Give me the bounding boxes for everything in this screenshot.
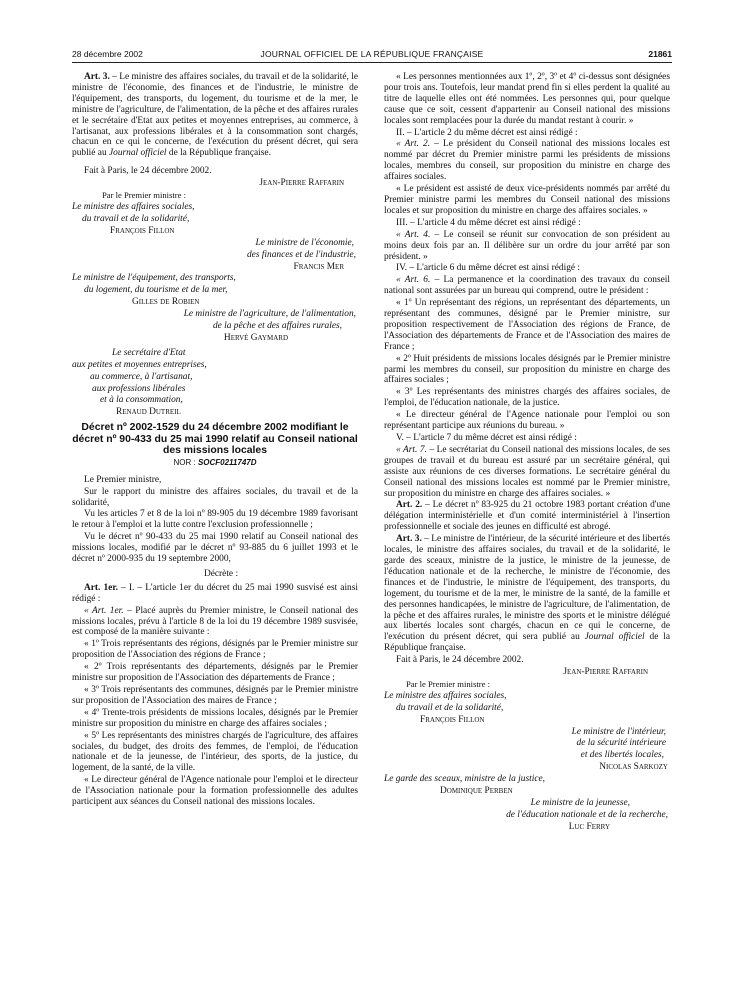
right-sig1-title1: Le ministre des affaires sociales, <box>384 690 507 701</box>
left-sig4-name: Hervé Gaymard <box>223 332 288 343</box>
visa-2: Sur le rapport du ministre des affaires sociales, du travail et de la solidarité, <box>72 486 358 508</box>
left-sig5-title3: au commerce, à l'artisanat, <box>90 371 193 382</box>
right-art2-quote-label: « Art. 2. <box>396 139 431 150</box>
right-art4-quote-text: – Le conseil se réunit sur convocation de son président au moins deux fois par an. Il délibère sur un ordre du jour arrêté par son président. » <box>384 229 670 262</box>
left-sig4-title1: Le ministre de l'agriculture, de l'alimentation, <box>183 309 356 320</box>
left-art3-label: Art. 3. <box>84 72 110 82</box>
right-para-9: « 1º Un représentant des régions, un représentant des départements, un représentant des communes, désigné par le Premier ministre, sur proposition respectivement de l'Association des régions de France, de l'Association des départements de France et de l'Association des maires de France ; <box>384 298 670 352</box>
header-date: 28 décembre 2002 <box>72 49 143 59</box>
decrete: Décrète : <box>203 568 239 579</box>
left-art3-text: – Le ministre des affaires sociales, du travail et de la solidarité, le ministre de l'économie, des finances et de l'industrie, le ministre de l'équipement, des transports, du logement, du tourisme et de la mer, le ministre de l'agriculture, de l'alimentation, de la pêche et des affaires rurales et le secrétaire d'Etat aux petites et moyennes entreprises, au commerce, à l'artisanat, aux professions libérales et à la consommation sont chargés, chacun en ce qui le concerne, de l'exécution du présent décret, qui sera publié au <box>72 72 358 159</box>
right-sig4-title1: Le ministre de la jeunesse, <box>530 798 630 808</box>
right-sig3-name: Dominique Perben <box>440 786 513 797</box>
visa-4: Vu le décret nº 90-433 du 25 mai 1990 relatif au Conseil national des missions locales, modifié par le décret nº 93-885 du 6 juillet 1993 et le décret nº 2000-935 du 19 septembre 2000, <box>72 532 358 565</box>
left-sig3-title1: Le ministre de l'équipement, des transports, <box>72 273 236 284</box>
header-journal-title: JOURNAL OFFICIEL DE LA RÉPUBLIQUE FRANÇAISE <box>260 49 484 59</box>
header-rule <box>72 62 672 63</box>
page-header <box>72 49 672 63</box>
quote-item-4: « 4º Trente-trois présidents de missions locales, désignés par le Premier ministre sur proposition du ministre en charge des affaires sociales ; <box>72 707 358 729</box>
right-art6-quote <box>384 275 670 297</box>
right-para-5: III. – L'article 4 du même décret est ainsi rédigé : <box>396 217 581 228</box>
header-page-number: 21861 <box>648 49 672 59</box>
decree-title: Décret nº 2002-1529 du 24 décembre 2002 modifiant le décret nº 90-433 du 25 mai 1990 relatif au Conseil national des missions locales <box>72 422 358 457</box>
right-art6-quote-label: « Art. 6. <box>396 275 431 286</box>
right-para-1: « Les personnes mentionnées aux 1º, 2º, 3º et 4º ci-dessus sont désignées pour trois ans. Toutefois, leur mandat prend fin si elles perdent la qualité au titre de laquelle elles ont été nommées. Les personnes qui, pour quelque cause que ce soit, cessent d'appartenir au Conseil national des missions locales sont remplacées pour la durée du mandat restant à courir. » <box>384 72 670 126</box>
left-art3-end: de la République française. <box>166 148 271 159</box>
right-sig3-title: Le garde des sceaux, ministre de la justice, <box>384 774 545 785</box>
nor-code: SOCF0211747D <box>197 457 257 467</box>
quote-art1-label: « Art. 1er. <box>84 605 124 616</box>
quote-art1-text: – Placé auprès du Premier ministre, le Conseil national des missions locales, prévu à l'article 8 de la loi du 19 décembre 1989 susvisée, est composé de la manière suivante : <box>72 605 358 638</box>
quote-art1 <box>72 606 358 639</box>
right-art7-quote-label: « Art. 7. <box>396 444 427 455</box>
left-column <box>72 72 358 809</box>
right-art2-quote-text: – Le président du Conseil national des missions locales est nommé par décret du Premier ministre parmi les présidents de missions locales, membres du conseil, sur proposition du ministre en charge des affaires sociales. <box>384 139 671 183</box>
left-sig1-title2: du travail et de la solidarité, <box>82 213 190 224</box>
visa-3: Vu les articles 7 et 8 de la loi nº 89-905 du 19 décembre 1989 favorisant le retour à l'emploi et la lutte contre l'exclusion professionnelle ; <box>72 509 358 531</box>
right-para-7: IV. – L'article 6 du même décret est ainsi rédigé : <box>396 263 581 274</box>
quote-directeur: « Le directeur général de l'Agence nationale pour l'emploi et le directeur de l'Association nationale pour la formation professionnelle des adultes participent aux séances du Conseil national des missions locales. <box>72 775 358 808</box>
right-sig2-title1: Le ministre de l'intérieur, <box>571 726 666 737</box>
left-sig4-title2: de la pêche et des affaires rurales, <box>212 321 342 332</box>
right-art4-quote-label: « Art. 4. <box>396 229 431 240</box>
left-sig2-title1: Le ministre de l'économie, <box>255 237 354 248</box>
decree-nor <box>72 458 358 469</box>
left-article-1 <box>72 583 358 605</box>
right-article-2 <box>384 500 670 533</box>
left-fait: Fait à Paris, le 24 décembre 2002. <box>84 166 212 177</box>
left-sig5-name: Renaud Dutreil <box>116 407 181 418</box>
right-sig2-title2: de la sécurité intérieure <box>576 738 666 749</box>
quote-item-5: « 5º Les représentants des ministres chargés de l'agriculture, des affaires sociales, du budget, des droits des femmes, de l'emploi, de l'éducation nationale et de la jeunesse, de l'intérieur, des sports, de la justice, du logement, de la santé, de la ville. <box>72 730 358 774</box>
left-article-3 <box>72 72 358 159</box>
right-art7-quote-text: – Le secrétariat du Conseil national des missions locales, de ses groupes de travail et du bureau est assuré par un secrétaire général, qui assiste aux réunions de ces diverses formations. Le secrétaire général du Conseil national des missions locales est nommé par le Premier ministre, sur proposition du ministre en charge des affaires sociales. » <box>384 444 670 499</box>
right-art7-quote <box>384 445 670 500</box>
visa-1: Le Premier ministre, <box>84 474 162 485</box>
quote-item-1: « 1º Trois représentants des régions, désignés par le Premier ministre sur proposition de l'Association des régions de France ; <box>72 639 358 661</box>
left-sig3-name: Gilles de Robien <box>132 297 200 308</box>
quote-item-2: « 2º Trois représentants des départements, désignés par le Premier ministre sur proposition de l'Association des départements de France ; <box>72 662 358 684</box>
right-column <box>384 72 670 834</box>
left-sig5-title4: aux professions libérales <box>92 383 186 394</box>
quote-item-3: « 3º Trois représentants des communes, désignés par le Premier ministre sur proposition de l'Association des maires de France ; <box>72 685 358 706</box>
left-art3-jo: Journal officiel <box>108 148 167 159</box>
right-sig4-name: Luc Ferry <box>568 821 610 832</box>
left-sig5-title1: Le secrétaire d'Etat <box>112 347 186 358</box>
right-art4-quote <box>384 230 670 263</box>
right-para-2: II. – L'article 2 du même décret est ainsi rédigé : <box>396 127 578 138</box>
right-art3-end: de la République française. <box>384 632 670 654</box>
right-sig4-title2: de l'éducation nationale et de la recherche, <box>506 809 668 820</box>
right-art6-quote-text: – La permanence et la coordination des travaux du conseil national sont assurées par un bureau qui comprend, outre le président : <box>384 275 670 297</box>
right-art3-jo: Journal officiel <box>584 632 645 643</box>
art1-label: Art. 1er. <box>84 582 118 593</box>
right-para-13: V. – L'article 7 du même décret est ainsi rédigé : <box>396 433 577 443</box>
right-art2-text: – Le décret nº 83-925 du 21 octobre 1983 portant création d'une délégation interministérielle et d'un comité interministériel à l'insertion professionnelle et sociale des jeunes en difficulté est abrogé. <box>384 500 670 533</box>
left-sig2-title2: des finances et de l'industrie, <box>246 249 356 260</box>
left-sig1-name: François Fillon <box>110 225 175 236</box>
right-para-4: « Le président est assisté de deux vice-présidents nommés par arrêté du Premier ministre parmi les membres du Conseil national des missions locales et sur proposition du ministre en charge des affaires sociales. » <box>384 184 670 216</box>
right-art3-label: Art. 3. <box>396 534 422 545</box>
right-art2-quote <box>384 139 670 183</box>
right-art2-label: Art. 2. <box>396 500 423 511</box>
art1-text: – I. – L'article 1er du décret du 25 mai 1990 susvisé est ainsi rédigé : <box>72 582 358 604</box>
left-sig2-name: Francis Mer <box>293 261 344 272</box>
right-sig2-name: Nicolas Sarkozy <box>599 762 668 773</box>
left-sig5-title5: et à la consommation, <box>100 395 183 406</box>
left-par-pm: Par le Premier ministre : <box>102 190 187 201</box>
left-sig1-title1: Le ministre des affaires sociales, <box>72 201 195 212</box>
left-sig5-title2: aux petites et moyennes entreprises, <box>72 359 207 370</box>
right-sig1-title2: du travail et de la solidarité, <box>396 702 504 713</box>
right-art3-text: – Le ministre de l'intérieur, de la sécurité intérieure et des libertés locales, le ministre des affaires sociales, du travail et de la solidarité, le garde des sceaux, ministre de la justice, le ministre de la jeunesse, de l'éducation nationale et de la recherche, le ministre de l'économie, des finances et de l'industrie, le ministre de l'équipement, des transports, du logement, du tourisme et de la mer, le ministre de la santé, de la famille et des personnes handicapées, le ministre de l'agriculture, de l'alimentation, de la pêche et des affaires rurales, le ministre des sports et le ministre délégué aux libertés locales sont chargés, chacun en ce qui le concerne, de l'exécution du présent décret, qui sera publié au <box>384 534 671 643</box>
left-sig3-title2: du logement, du tourisme et de la mer, <box>84 285 228 296</box>
right-para-12: « Le directeur général de l'Agence nationale pour l'emploi ou son représentant participe aux réunions du bureau. » <box>384 410 670 432</box>
left-pm-name: Jean-Pierre Raffarin <box>259 178 344 189</box>
nor-label: NOR : <box>173 457 198 467</box>
right-article-3 <box>384 534 670 654</box>
right-sig2-title3: et des libertés locales, <box>580 750 664 761</box>
right-para-10: « 2º Huit présidents de missions locales désignés par le Premier ministre parmi les membres du conseil, sur proposition du ministre en charge des affaires sociales ; <box>384 353 670 386</box>
right-pm-name: Jean-Pierre Raffarin <box>563 667 648 678</box>
right-para-11: « 3º Les représentants des ministres chargés des affaires sociales, de l'emploi, de l'éducation nationale, de la justice. <box>384 387 670 409</box>
right-sig1-name: François Fillon <box>420 714 485 725</box>
right-fait: Fait à Paris, le 24 décembre 2002. <box>396 655 524 666</box>
right-par-pm: Par le Premier ministre : <box>406 678 491 689</box>
